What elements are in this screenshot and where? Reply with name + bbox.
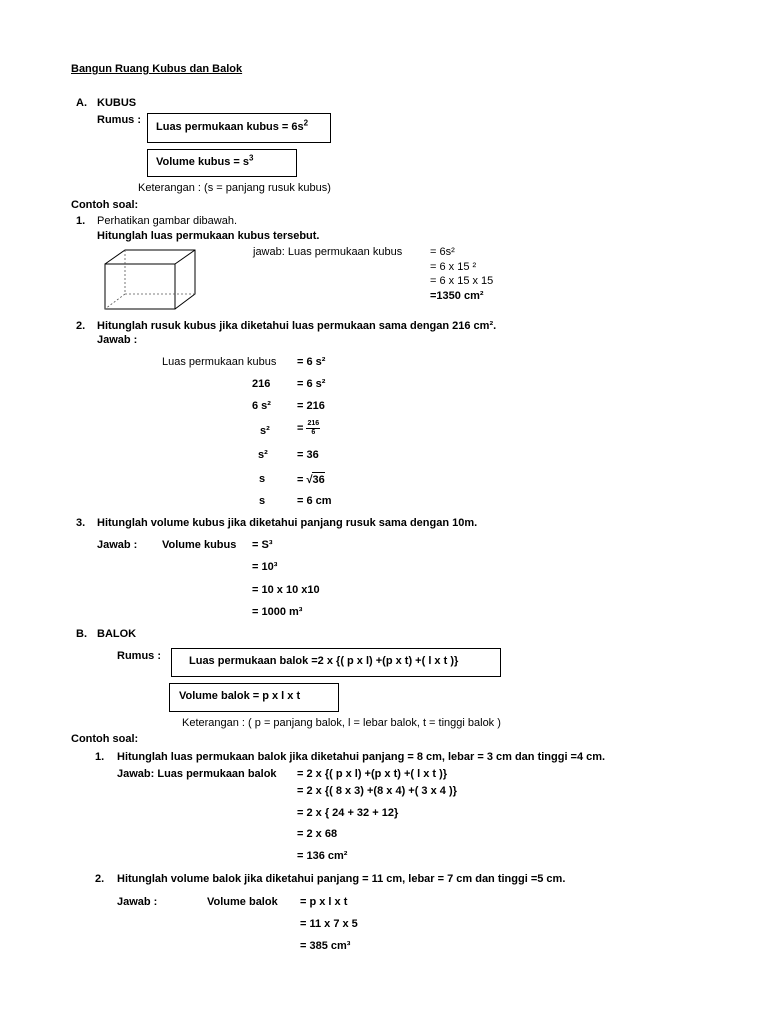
q3-number: 3. xyxy=(76,517,86,529)
cube-figure xyxy=(100,244,200,314)
balok-q2-step: = p x l x t xyxy=(300,896,348,908)
q1-step: = 6 x 15 x 15 xyxy=(430,275,494,287)
q3-jawab: Jawab : xyxy=(97,539,138,551)
q2-fraction: = $\frac{216}{6}$ xyxy=(297,420,320,436)
q2-right: = 6 cm xyxy=(297,495,332,507)
q1-jawab-label: jawab: Luas permukaan kubus xyxy=(253,246,403,258)
balok-q2-number: 2. xyxy=(95,873,105,885)
contoh-soal-balok: Contoh soal: xyxy=(71,733,139,745)
q3-question: Hitunglah volume kubus jika diketahui panjang rusuk sama dengan 10m. xyxy=(97,517,478,529)
balok-q1-number: 1. xyxy=(95,751,105,763)
formula-volume-balok: Volume balok = p x l x t xyxy=(179,690,301,702)
section-heading-kubus: KUBUS xyxy=(97,97,137,109)
q2-left: s xyxy=(259,473,266,485)
balok-q1-question: Hitunglah luas permukaan balok jika diketahui panjang = 8 cm, lebar = 3 cm dan tinggi =4 cm. xyxy=(117,751,606,763)
balok-q2-step: = 385 cm³ xyxy=(300,940,351,952)
q2-right: = 6 s² xyxy=(297,356,326,368)
q2-left: s² xyxy=(260,425,270,437)
formula-surface-kubus: Luas permukaan kubus = $6s^2$ xyxy=(156,118,309,133)
section-marker-a: A. xyxy=(76,97,87,109)
q2-jawab: Jawab : xyxy=(97,334,138,346)
q1-step: = 6s² xyxy=(430,246,455,258)
q1-line1: Perhatikan gambar dibawah. xyxy=(97,215,238,227)
q3-label: Volume kubus xyxy=(162,539,237,551)
balok-q1-step: = 2 x {( p x l) +(p x t) +( l x t )} xyxy=(297,768,448,780)
formula-volume-kubus: Volume kubus = $s^3$ xyxy=(156,153,254,168)
q3-step: = S³ xyxy=(252,539,273,551)
balok-q2-label: Volume balok xyxy=(207,896,278,908)
q2-sqrt: = √36 xyxy=(297,474,325,486)
q2-left: s xyxy=(259,495,266,507)
formula-surface-balok: Luas permukaan balok =2 x {( p x l) +(p x t) +( l x t )} xyxy=(189,655,459,667)
rumus-label-kubus: Rumus : xyxy=(97,114,141,126)
q1-step: =1350 cm² xyxy=(430,290,484,302)
q2-right: = 36 xyxy=(297,449,319,461)
q2-right: = 6 s² xyxy=(297,378,326,390)
keterangan-balok: Keterangan : ( p = panjang balok, l = lebar balok, t = tinggi balok ) xyxy=(182,717,501,729)
q2-left: s² xyxy=(258,449,268,461)
balok-q2-jawab: Jawab : xyxy=(117,896,158,908)
q3-step: = 10³ xyxy=(252,561,278,573)
q2-question: Hitunglah rusuk kubus jika diketahui luas permukaan sama dengan 216 cm². xyxy=(97,320,497,332)
balok-q2-question: Hitunglah volume balok jika diketahui panjang = 11 cm, lebar = 7 cm dan tinggi =5 cm. xyxy=(117,873,566,885)
page-title: Bangun Ruang Kubus dan Balok xyxy=(71,63,243,75)
balok-q1-step: = 2 x {( 8 x 3) +(8 x 4) +( 3 x 4 )} xyxy=(297,785,457,797)
q1-line2: Hitunglah luas permukaan kubus tersebut. xyxy=(97,230,320,242)
q3-step: = 10 x 10 x10 xyxy=(252,584,320,596)
q2-left: 216 xyxy=(252,378,271,390)
q1-number: 1. xyxy=(76,215,86,227)
balok-q1-step: = 2 x { 24 + 32 + 12} xyxy=(297,807,399,819)
balok-q1-jawab-label: Jawab: Luas permukaan balok xyxy=(117,768,277,780)
q3-step: = 1000 m³ xyxy=(252,606,303,618)
q2-left: 6 s² xyxy=(252,400,271,412)
balok-q1-step: = 136 cm² xyxy=(297,850,348,862)
rumus-label-balok: Rumus : xyxy=(117,650,161,662)
keterangan-kubus: Keterangan : (s = panjang rusuk kubus) xyxy=(138,182,331,194)
balok-q2-step: = 11 x 7 x 5 xyxy=(300,918,358,930)
contoh-soal-kubus: Contoh soal: xyxy=(71,199,139,211)
q2-left: Luas permukaan kubus xyxy=(162,356,277,368)
q1-step: = 6 x 15 ² xyxy=(430,261,477,273)
balok-q1-step: = 2 x 68 xyxy=(297,828,338,840)
q2-number: 2. xyxy=(76,320,86,332)
q2-right: = 216 xyxy=(297,400,325,412)
section-marker-b: B. xyxy=(76,628,87,640)
section-heading-balok: BALOK xyxy=(97,628,137,640)
